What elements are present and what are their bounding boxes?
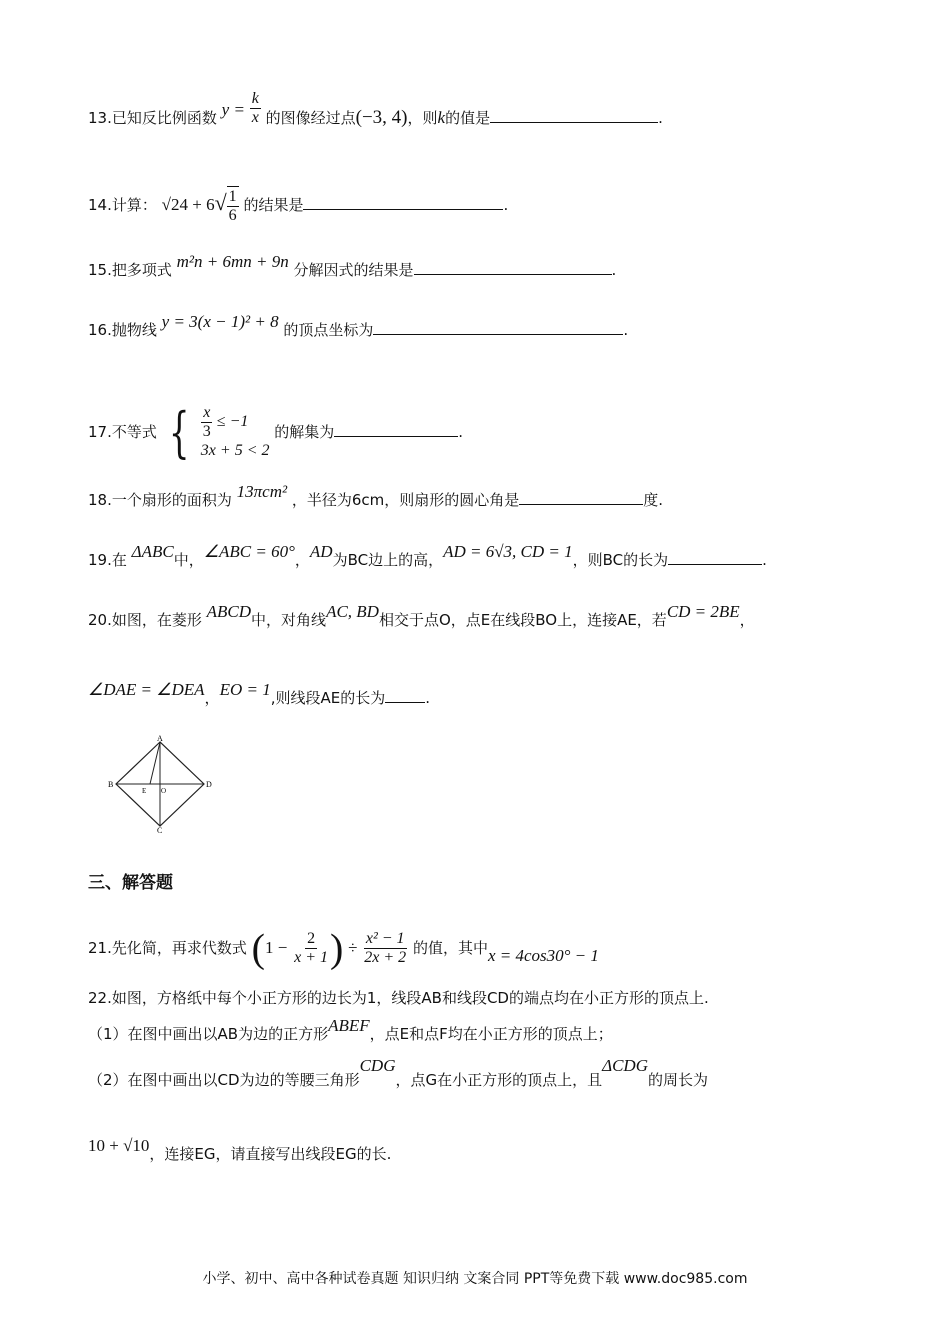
answer-blank[interactable]	[373, 320, 623, 335]
label-B: B	[108, 780, 114, 789]
fraction: $\frac{2}{x + 1}$	[294, 930, 329, 966]
question-13: 13.已知反比例函数 y = $\frac{k}{x}$ 的图像经过点(−3, 4)，则k的值是 .	[88, 90, 663, 128]
answer-blank[interactable]	[490, 108, 658, 123]
fraction: $\frac{1}{6}$	[228, 188, 237, 224]
label-O: O	[161, 787, 167, 795]
question-22-part1: （1）在图中画出以AB为边的正方形ABEF，点E和点F均在小正方形的顶点上；	[88, 1016, 613, 1043]
answer-blank[interactable]	[334, 422, 458, 437]
answer-blank[interactable]	[303, 195, 503, 210]
question-20-line2: ∠DAE = ∠DEA，EO = 1,则线段AE的长为 .	[88, 680, 430, 707]
answer-blank[interactable]	[414, 260, 612, 275]
label-D: D	[206, 780, 212, 789]
question-14: 14.计算： √24 + 6√ $\frac{1}{6}$ 的结果是 .	[88, 188, 509, 224]
fraction: $\frac{k}{x}$	[251, 90, 259, 126]
footer: 小学、初中、高中各种试卷真题 知识归纳 文案合同 PPT等免费下载 www.doc985.com	[202, 1271, 748, 1287]
rhombus-figure	[100, 732, 230, 840]
question-19: 19.在 ΔABC中，∠ABC = 60°，AD为BC边上的高，AD = 6√3, CD = 1，则BC的长为 .	[88, 542, 767, 569]
question-22: 22.如图，方格纸中每个小正方形的边长为1，线段AB和线段CD的端点均在小正方形的顶点上.	[88, 989, 709, 1007]
section-heading: 三、解答题	[88, 873, 173, 893]
label-C: C	[157, 826, 163, 835]
question-15: 15.把多项式 m²n + 6mn + 9n 分解因式的结果是 .	[88, 252, 617, 279]
answer-blank[interactable]	[519, 490, 643, 505]
answer-blank[interactable]	[385, 688, 425, 703]
question-16: 16.抛物线 y = 3(x − 1)² + 8 的顶点坐标为 .	[88, 312, 629, 339]
answer-blank[interactable]	[668, 550, 762, 565]
fraction: $\frac{\text{x² − 1}}{2x + 2}$	[364, 930, 407, 966]
question-21: 21.先化简，再求代数式 (1 − $\frac{2}{x + 1}$ ) ÷ $\frac{\text{x² − 1}}{2x + 2}$ 的值，其中x = 4cos30° − 1	[88, 925, 599, 971]
question-18: 18.一个扇形的面积为 13πcm² ，半径为6cm，则扇形的圆心角是 度.	[88, 482, 664, 509]
question-20: 20.如图，在菱形 ABCD中，对角线AC, BD相交于点O，点E在线段BO上，连接AE，若CD = 2BE，	[88, 602, 755, 629]
label-A: A	[157, 734, 163, 743]
label-E: E	[142, 787, 147, 795]
question-17: 17.不等式 { $\frac{x}{3}$ ≤ −1 3x + 5 < 2 的解集为 .	[88, 400, 464, 464]
formula: y =	[221, 100, 245, 119]
question-22-part2: （2）在图中画出以CD为边的等腰三角形CDG，点G在小正方形的顶点上，且ΔCDG的周长为	[88, 1056, 708, 1089]
question-22-part3: 10 + √10，连接EG，请直接写出线段EG的长.	[88, 1136, 392, 1163]
inequality-system: $\frac{x}{3}$ ≤ −1 3x + 5 < 2	[200, 404, 270, 459]
